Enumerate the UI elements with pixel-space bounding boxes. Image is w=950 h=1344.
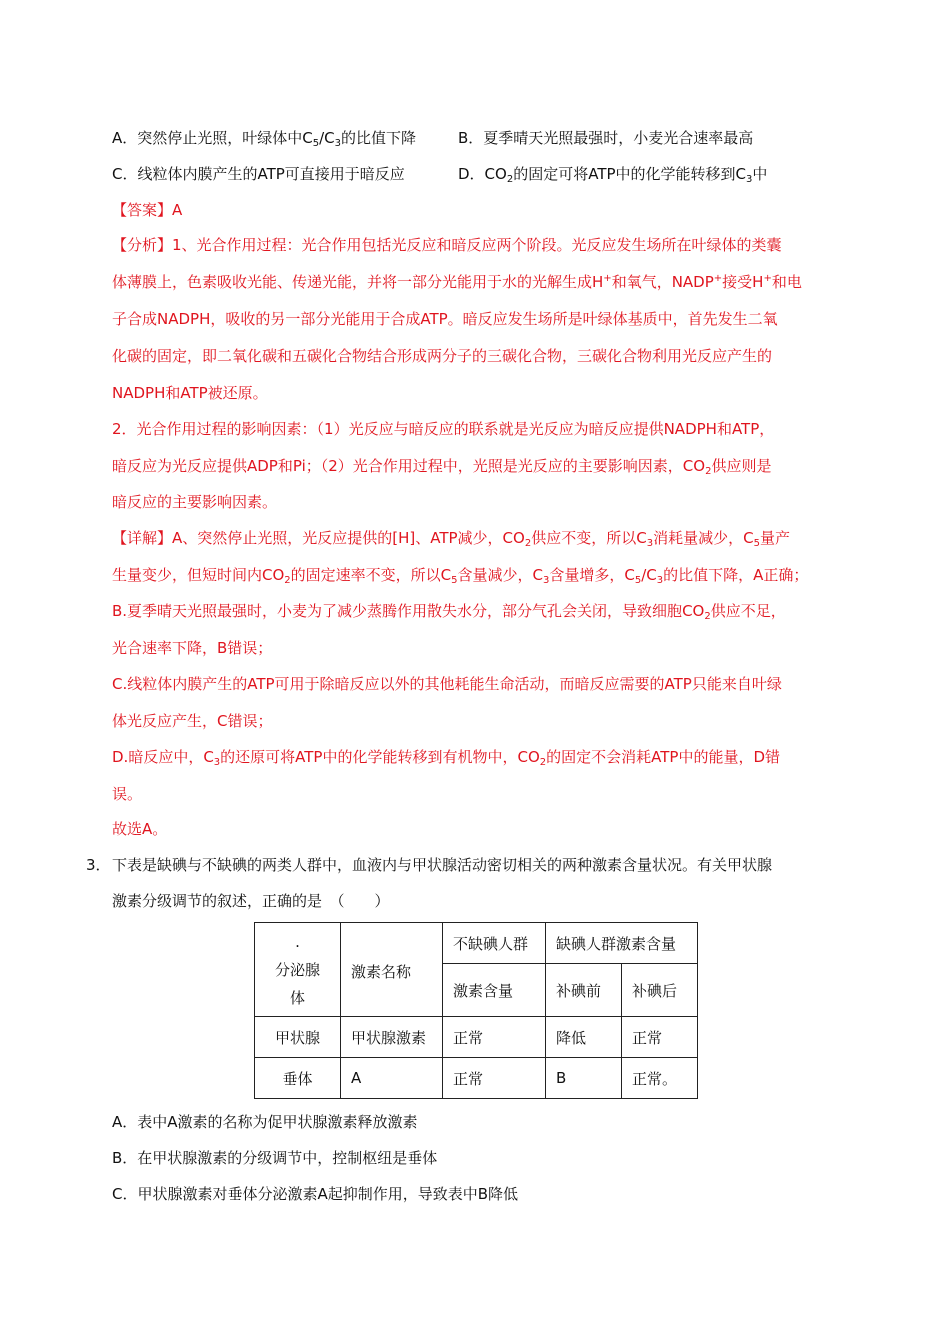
answer-label: 【答案】A [112,201,183,219]
analysis-p2-line-2: 暗反应为光反应提供ADP和Pi；（2）光合作用过程中，光照是光反应的主要影响因素，$CO_2$供应则是 [112,457,772,477]
detail-line-1: 【详解】A、突然停止光照，光反应提供的[H]、ATP减少，$CO_2$供应不变，所以$C_3$消耗量减少，$C_5$量产 [112,529,790,549]
detail-line-8: 误。 [112,785,143,803]
detail-line-3: B.夏季晴天光照最强时，小麦为了减少蒸腾作用散失水分，部分气孔会关闭，导致细胞$CO_2$供应不足， [112,602,786,622]
hormone-table [254,922,698,1099]
detail-line-7: D.暗反应中，$C_3$的还原可将ATP中的化学能转移到有机物中，$CO_2$的固定不会消耗ATP中的能量，D错 [112,748,780,768]
header-gland [255,923,341,1017]
option-d-prev: D．$CO_2$的固定可将ATP中的化学能转移到$C_3$中 [458,165,768,185]
analysis-line-5: NADPH和ATP被还原。 [112,384,268,402]
detail-line-9: 故选A。 [112,820,168,838]
header-hormone: 激素名称 [341,923,443,1017]
question-number: 3． [86,856,111,874]
analysis-line-2: 体薄膜上，色素吸收光能、传递光能，并将一部分光能用于水的光解生成H+和氧气，NADP+接受H+和电 [112,273,802,291]
cell-before: B [546,1058,622,1099]
detail-line-6: 体光反应产生，C错误； [112,712,273,730]
analysis-p2-line-1: 2．光合作用过程的影响因素：（1）光反应与暗反应的联系就是光反应为暗反应提供NADPH和ATP， [112,420,775,438]
option-c: C．甲状腺激素对垂体分泌激素A起抑制作用，导致表中B降低 [112,1185,519,1203]
option-a-prev: A．突然停止光照，叶绿体中$C_5/C_3$的比值下降 [112,129,417,149]
option-b-prev: B．夏季晴天光照最强时，小麦光合速率最高 [458,129,754,147]
cell-gland: 垂体 [255,1058,341,1099]
cell-after: 正常。 [622,1058,698,1099]
analysis-line-1: 【分析】1、光合作用过程：光合作用包括光反应和暗反应两个阶段。光反应发生场所在叶绿体的类囊 [112,236,782,254]
detail-line-2: 生量变少，但短时间内$CO_2$的固定速率不变，所以$C_5$含量减少，$C_3$含量增多，$C_5/C_3$的比值下降，A正确； [112,566,809,586]
header-gland-dot: . [295,932,300,951]
analysis-line-3: 子合成NADPH，吸收的另一部分光能用于合成ATP。暗反应发生场所是叶绿体基质中，首先发生二氧 [112,310,778,328]
table-row [255,1058,698,1099]
header-gland-line-1: 分泌腺 [274,960,320,979]
analysis-line-4: 化碳的固定，即二氧化碳和五碳化合物结合形成两分子的三碳化合物，三碳化合物利用光反应产生的 [112,347,773,365]
detail-line-4: 光合速率下降，B错误； [112,639,273,657]
option-c-prev: C．线粒体内膜产生的ATP可直接用于暗反应 [112,165,405,183]
header-normal-content: 激素含量 [443,964,546,1017]
cell-hormone: 甲状腺激素 [341,1017,443,1058]
cell-after: 正常 [622,1017,698,1058]
question-stem-line-2: 激素分级调节的叙述，正确的是 （ ） [112,892,390,910]
cell-before: 降低 [546,1017,622,1058]
cell-hormone: A [341,1058,443,1099]
analysis-p2-line-3: 暗反应的主要影响因素。 [112,493,278,511]
header-gland-line-2: 体 [289,988,305,1007]
header-before: 补碘前 [546,964,622,1017]
detail-line-5: C.线粒体内膜产生的ATP可用于除暗反应以外的其他耗能生命活动，而暗反应需要的ATP只能来自叶绿 [112,675,782,693]
cell-normal: 正常 [443,1058,546,1099]
header-deficient-group: 缺碘人群激素含量 [546,923,698,964]
option-a: A．表中A激素的名称为促甲状腺激素释放激素 [112,1113,418,1131]
question-stem-line-1: 下表是缺碘与不缺碘的两类人群中，血液内与甲状腺活动密切相关的两种激素含量状况。有关甲状腺 [112,856,773,874]
header-normal-group: 不缺碘人群 [443,923,546,964]
header-after: 补碘后 [622,964,698,1017]
option-b: B．在甲状腺激素的分级调节中，控制枢纽是垂体 [112,1149,438,1167]
cell-gland: 甲状腺 [255,1017,341,1058]
table-row [255,1017,698,1058]
cell-normal: 正常 [443,1017,546,1058]
